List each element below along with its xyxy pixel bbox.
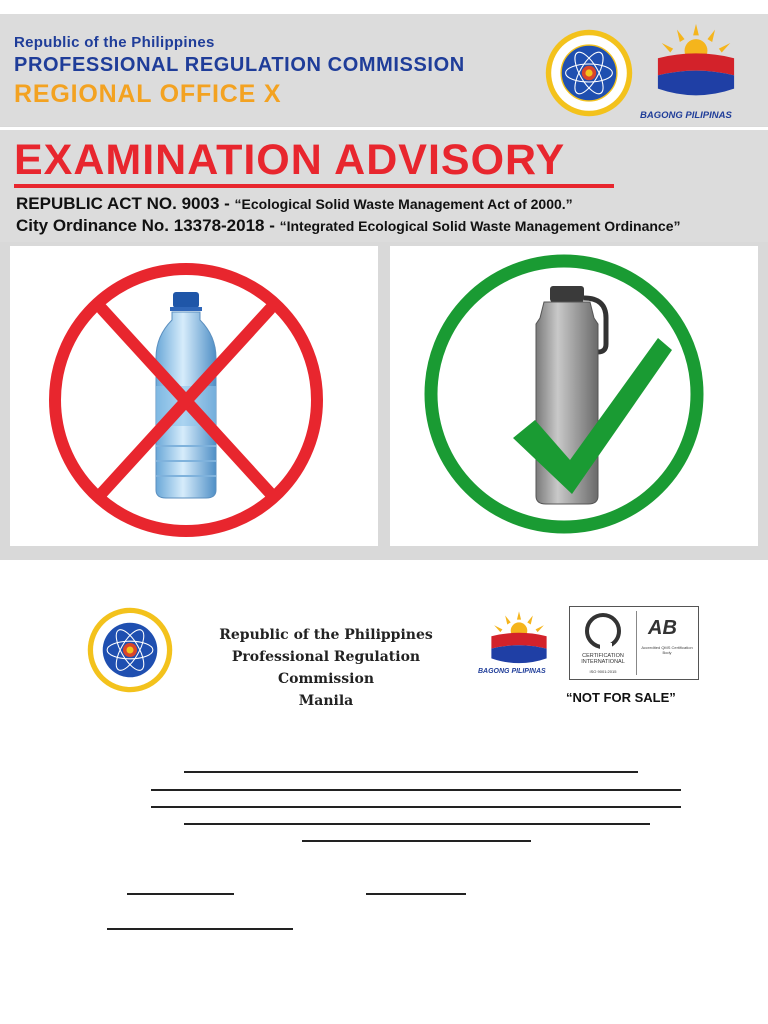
header-regional-office: REGIONAL OFFICE X xyxy=(14,80,282,108)
certification-ring-icon xyxy=(570,609,636,655)
certification-badge xyxy=(569,606,699,680)
poster-header xyxy=(0,14,768,126)
ordinance-label: City Ordinance No. 13378-2018 - xyxy=(16,216,280,235)
letterhead-city: Manila xyxy=(298,693,354,709)
advisory-underline xyxy=(14,184,614,188)
republic-act-line xyxy=(16,194,573,214)
examination-advisory-poster xyxy=(0,14,768,560)
bagong-pilipinas-logo-icon xyxy=(648,22,744,102)
bagong-pilipinas-small-logo-icon xyxy=(484,610,554,668)
plastic-bottle-prohibited-icon xyxy=(10,246,378,546)
ordinance-line xyxy=(16,216,681,236)
blank-line xyxy=(151,806,681,808)
advisory-banner xyxy=(0,130,768,242)
bagong-pilipinas-small-label: BAGONG PILIPINAS xyxy=(478,668,546,675)
header-republic: Republic of the Philippines xyxy=(14,34,215,51)
reusable-tumbler-allowed-icon xyxy=(390,246,758,546)
certification-divider xyxy=(636,611,637,675)
header-commission: PROFESSIONAL REGULATION COMMISSION xyxy=(14,54,465,76)
blank-line xyxy=(302,840,531,842)
republic-act-label: REPUBLIC ACT NO. 9003 - xyxy=(16,194,235,213)
bagong-pilipinas-label: BAGONG PILIPINAS xyxy=(640,110,732,121)
blank-line xyxy=(184,823,650,825)
certification-text: CERTIFICATION INTERNATIONAL xyxy=(581,653,625,665)
letterhead-text xyxy=(186,624,466,712)
blank-line xyxy=(127,893,234,895)
ab-accreditation-text: Accredited QMS Certification Body xyxy=(641,645,693,655)
ab-accreditation-mark: AB xyxy=(648,617,677,639)
allowed-panel xyxy=(390,246,758,546)
letterhead-republic: Republic of the Philippines xyxy=(219,627,433,643)
prohibited-panel xyxy=(10,246,378,546)
advisory-title: EXAMINATION ADVISORY xyxy=(14,136,566,184)
blank-line xyxy=(107,928,293,930)
ordinance-name: “Integrated Ecological Solid Waste Management Ordinance” xyxy=(279,218,681,234)
not-for-sale-label: “NOT FOR SALE” xyxy=(566,690,676,705)
letterhead-commission: Professional Regulation Commission xyxy=(231,649,421,687)
certification-iso: ISO 9001:2015 xyxy=(589,669,617,674)
blank-line xyxy=(184,771,638,773)
blank-line xyxy=(366,893,466,895)
republic-act-name: “Ecological Solid Waste Management Act of 2000.” xyxy=(234,196,573,212)
blank-line xyxy=(151,789,681,791)
prc-letterhead-seal-icon xyxy=(86,606,174,694)
prc-seal-icon xyxy=(544,28,634,118)
